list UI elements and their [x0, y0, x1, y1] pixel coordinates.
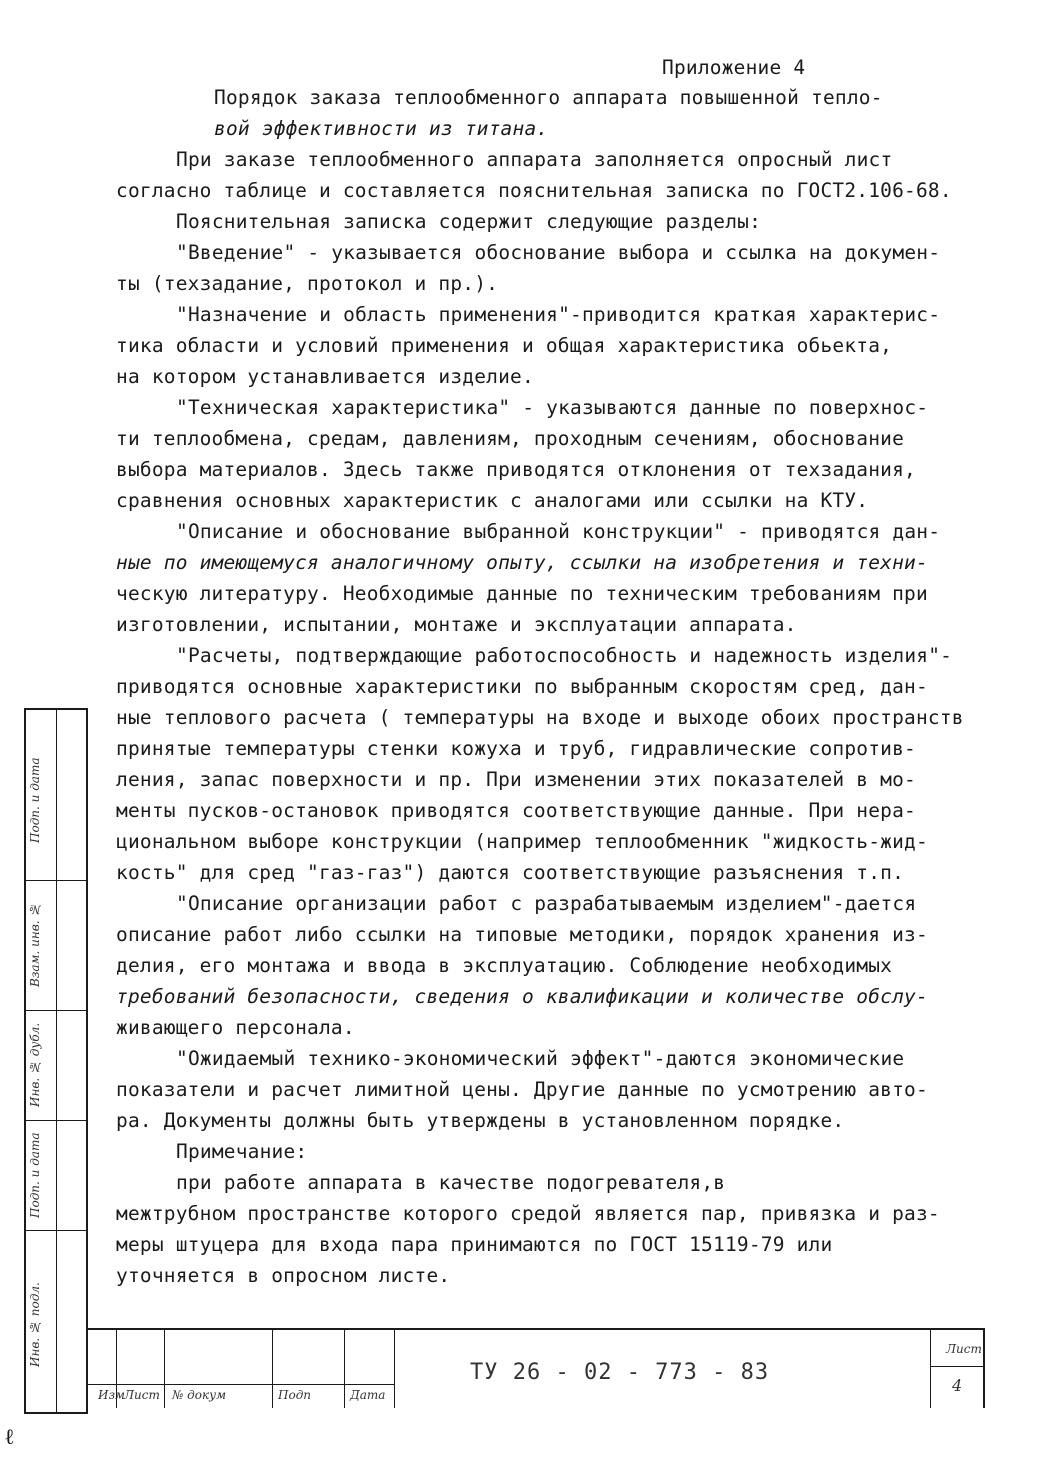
body-line: Пояснительная записка содержит следующие разделы: [176, 210, 762, 233]
body-line: требований безопасности, сведения о квалификации и количестве обслу- [116, 985, 928, 1008]
body-line: ти теплообмена, средам, давлениям, проходным сечениям, обоснование [116, 427, 905, 450]
body-line: ные по имеющемуся аналогичному опыту, ссылки на изобретения и техни- [116, 551, 928, 574]
body-line: описание работ либо ссылки на типовые методики, порядок хранения из- [116, 923, 928, 946]
body-line: межтрубном пространстве которого средой является пар, привязка и раз- [116, 1202, 940, 1225]
body-line: "Расчеты, подтверждающие работоспособность и надежность изделия"- [176, 644, 953, 667]
body-line: ные теплового расчета ( температуры на входе и выходе обоих пространств [116, 706, 964, 729]
margin-stamp [24, 708, 88, 1414]
document-number: ТУ 26 - 02 - 773 - 83 [470, 1360, 770, 1385]
body-line: "Описание организации работ с разрабатываемым изделием"-дается [176, 892, 917, 915]
body-line: изготовлении, испытании, монтаже и эксплуатации аппарата. [116, 613, 797, 636]
body-line: тика области и условий применения и общая характеристика обьекта, [116, 334, 893, 357]
col-label: Подп [278, 1388, 312, 1402]
body-line: При заказе теплообменного аппарата заполняется опросный лист [176, 148, 893, 171]
appendix-label: Приложение 4 [662, 56, 806, 79]
corner-mark: ℓ [4, 1425, 15, 1450]
body-line: приводятся основные характеристики по выбранным скоростям сред, дан- [116, 675, 928, 698]
body-line: согласно таблице и составляется пояснительная записка по ГОСТ2.106-68. [116, 179, 952, 202]
body-line: "Назначение и область применения"-приводится краткая характерис- [176, 303, 941, 326]
col-label: Дата [350, 1388, 386, 1402]
col-label: Изм [98, 1388, 125, 1402]
body-line: на котором устанавливается изделие. [116, 365, 534, 388]
body-line: ческую литературу. Необходимые данные по техническим требованиям при [116, 582, 928, 605]
col-label: Лист [124, 1388, 160, 1402]
body-line: "Ожидаемый технико-экономический эффект"-даются экономические [176, 1047, 905, 1070]
body-line: выбора материалов. Здесь также приводятся отклонения от техзадания, [116, 458, 916, 481]
body-line: живающего персонала. [116, 1016, 355, 1039]
body-line: уточняется в опросном листе. [116, 1264, 451, 1287]
body-line: при работе аппарата в качестве подогревателя,в [176, 1171, 726, 1194]
body-line: ты (техзадание, протокол и пр.). [116, 272, 499, 295]
body-line: Примечание: [176, 1140, 308, 1163]
title-line-1: Порядок заказа теплообменного аппарата повышенной тепло- [214, 86, 883, 109]
body-line: "Техническая характеристика" - указываются данные по поверхнос- [176, 396, 929, 419]
body-line: принятые температуры стенки кожуха и труб, гидравлические сопротив- [116, 737, 916, 760]
stamp-label: Взам. инв. № [28, 902, 42, 988]
body-line: циональном выборе конструкции (например теплообменник "жидкость-жид- [116, 830, 928, 853]
body-line: сравнения основных характеристик с аналогами или ссылки на КТУ. [116, 489, 869, 512]
stamp-label: Подп. и дата [28, 1132, 42, 1218]
stamp-label: Подп. и дата [28, 757, 42, 843]
body-line: "Описание и обоснование выбранной конструкции" - приводятся дан- [176, 520, 941, 543]
title-block [88, 1328, 985, 1408]
stamp-label: Инв. № дубл. [28, 1022, 42, 1108]
sheet-label: Лист [946, 1342, 982, 1356]
col-label: № докум [172, 1388, 227, 1402]
body-line: "Введение" - указывается обоснование выбора и ссылка на докумен- [176, 241, 941, 264]
body-line: менты пусков-остановок приводятся соответствующие данные. При нера- [116, 799, 916, 822]
stamp-label: Инв. № подл. [28, 1282, 42, 1368]
body-line: ления, запас поверхности и пр. При изменении этих показателей в мо- [116, 768, 916, 791]
sheet-number: 4 [952, 1376, 963, 1395]
body-line: показатели и расчет лимитной цены. Другие данные по усмотрению авто- [116, 1078, 928, 1101]
body-line: меры штуцера для входа пара принимаются по ГОСТ 15119-79 или [116, 1233, 833, 1256]
body-line: ра. Документы должны быть утверждены в установленном порядке. [116, 1109, 845, 1132]
title-line-2: вой эффективности из титана. [214, 117, 549, 140]
body-line: делия, его монтажа и ввода в эксплуатацию. Соблюдение необходимых [116, 954, 893, 977]
body-line: кость" для сред "газ-газ") даются соответствующие разъяснения т.п. [116, 861, 905, 884]
